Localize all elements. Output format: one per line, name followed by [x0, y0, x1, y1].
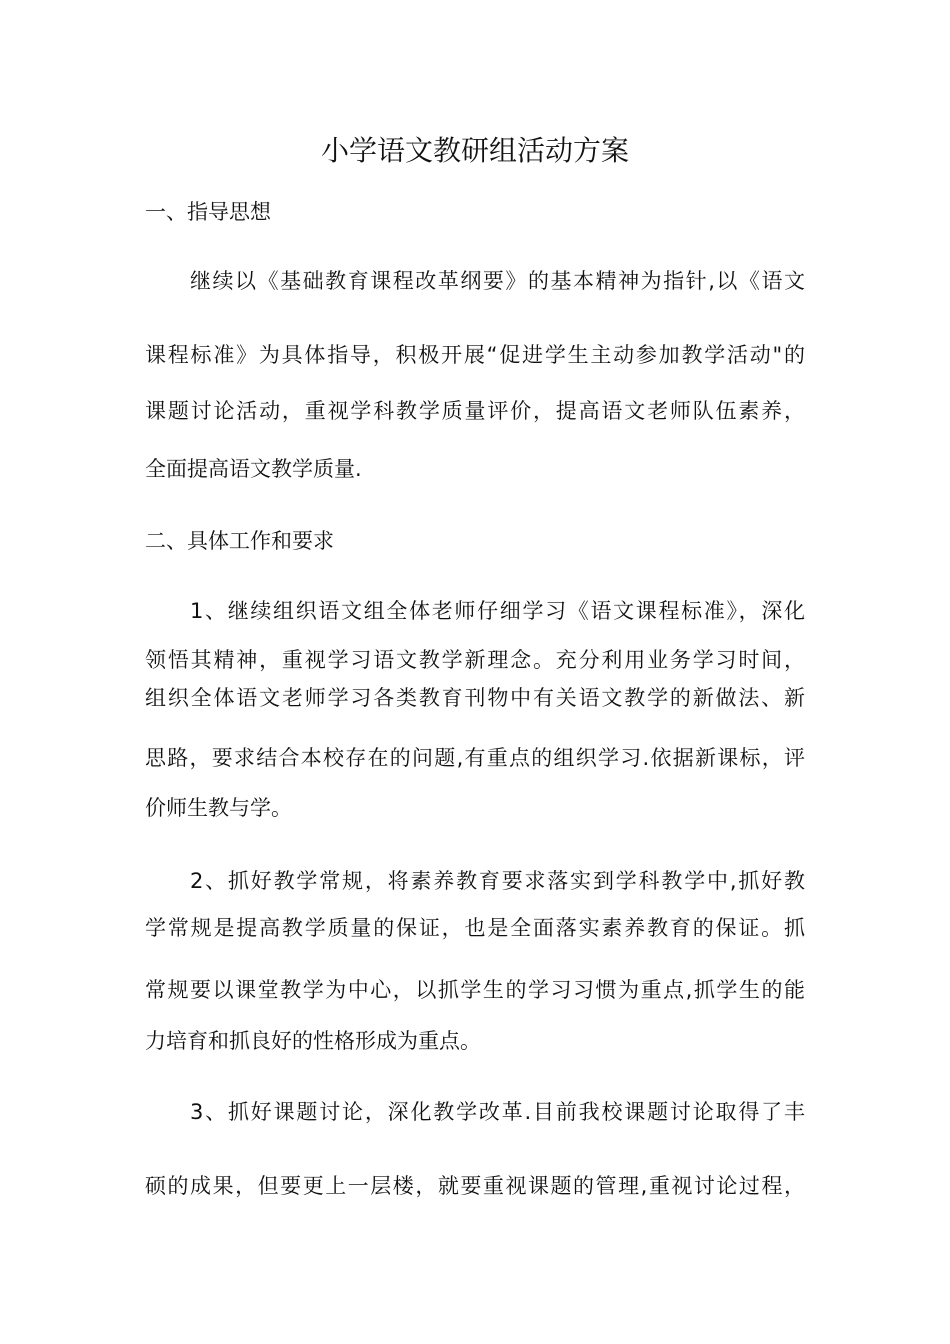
paragraph-line: 价师生教与学。 [145, 796, 292, 820]
paragraph-line: 2、抓好教学常规，将素养教育要求落实到学科教学中,抓好教 [190, 869, 805, 893]
paragraph-line: 力培育和抓良好的性格形成为重点。 [145, 1029, 481, 1053]
paragraph-line: 全面提高语文教学质量. [145, 457, 362, 481]
paragraph-line: 继续以《基础教育课程改革纲要》的基本精神为指针,以《语文 [190, 269, 805, 293]
paragraph-line: 1、继续组织语文组全体老师仔细学习《语文课程标准》，深化 [190, 599, 805, 623]
paragraph-line: 组织全体语文老师学习各类教育刊物中有关语文教学的新做法、新 [145, 686, 805, 710]
paragraph-line: 3、抓好课题讨论，深化教学改革.目前我校课题讨论取得了丰 [190, 1100, 805, 1124]
paragraph-line: 硕的成果，但要更上一层楼，就要重视课题的管理,重视讨论过程， [145, 1174, 805, 1198]
paragraph-line: 课程标准》为具体指导，积极开展“促进学生主动参加教学活动"的 [145, 343, 805, 367]
document-title: 小学语文教研组活动方案 [320, 134, 629, 167]
paragraph-line: 学常规是提高教学质量的保证，也是全面落实素养教育的保证。抓 [145, 916, 805, 940]
paragraph-line: 领悟其精神，重视学习语文教学新理念。充分利用业务学习时间， [145, 648, 805, 672]
section-heading: 二、具体工作和要求 [145, 529, 334, 553]
section-heading: 一、指导思想 [145, 200, 271, 224]
paragraph-line: 思路，要求结合本校存在的问题,有重点的组织学习.依据新课标，评 [145, 746, 805, 770]
paragraph-line: 常规要以课堂教学为中心，以抓学生的学习习惯为重点,抓学生的能 [145, 978, 805, 1002]
paragraph-line: 课题讨论活动，重视学科教学质量评价，提高语文老师队伍素养， [145, 399, 805, 423]
